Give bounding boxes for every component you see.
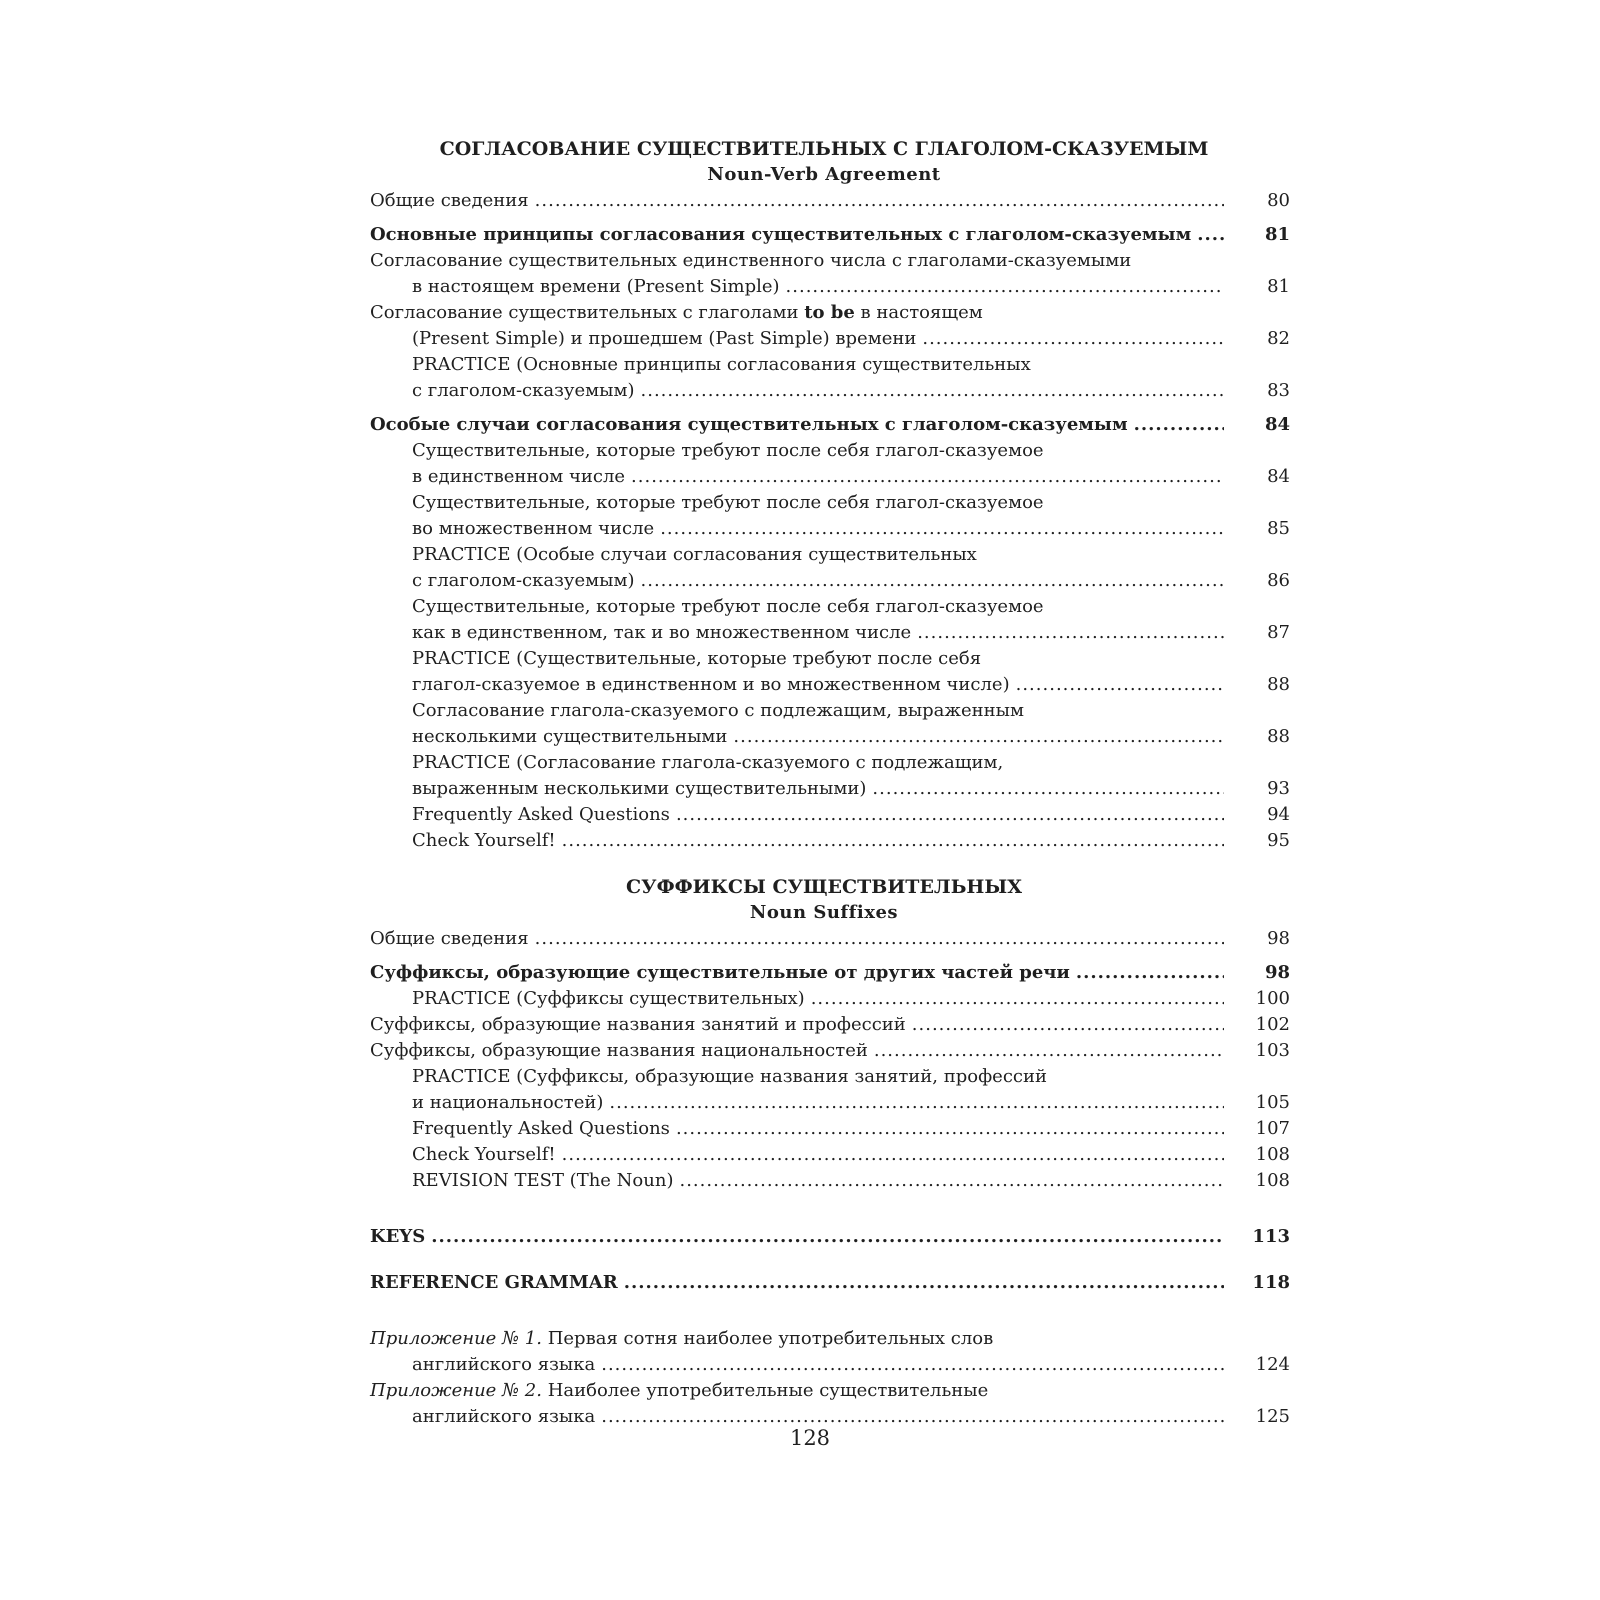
page-ref: 95 bbox=[1267, 830, 1290, 851]
page-ref: 108 bbox=[1255, 1170, 1290, 1191]
dot-leader bbox=[912, 1012, 1224, 1038]
table-of-contents bbox=[370, 136, 1290, 1430]
entry-title: Согласование существительных единственного числа с глаголами-сказуемыми bbox=[370, 250, 1132, 271]
dot-leader bbox=[872, 776, 1224, 802]
toc-entry bbox=[370, 1168, 1290, 1194]
entry-title: Согласование глагола-сказуемого с подлежащим, выраженным bbox=[412, 700, 1024, 721]
page-ref: 81 bbox=[1267, 276, 1290, 297]
toc-entry bbox=[370, 300, 1290, 352]
toc-entry bbox=[370, 802, 1290, 828]
toc-entry bbox=[370, 698, 1290, 750]
page-ref: 113 bbox=[1252, 1226, 1290, 1247]
entry-title: Frequently Asked Questions bbox=[412, 1118, 670, 1139]
toc-entry bbox=[370, 188, 1290, 214]
entry-title-cont: во множественном числе bbox=[412, 518, 655, 539]
entry-title: REFERENCE GRAMMAR bbox=[370, 1272, 618, 1293]
dot-leader bbox=[917, 620, 1224, 646]
page-ref: 98 bbox=[1267, 928, 1290, 949]
entry-title-cont: глагол-сказуемое в единственном и во множественном числе) bbox=[412, 674, 1010, 695]
entry-title: PRACTICE (Согласование глагола-сказуемого с подлежащим, bbox=[412, 752, 1004, 773]
entry-title: Frequently Asked Questions bbox=[412, 804, 670, 825]
toc-entry bbox=[370, 960, 1290, 986]
entry-title: Существительные, которые требуют после себя глагол-сказуемое bbox=[412, 596, 1044, 617]
dot-leader bbox=[786, 274, 1224, 300]
entry-title-cont: несколькими существительными bbox=[412, 726, 728, 747]
toc-entry bbox=[370, 412, 1290, 438]
page-ref: 98 bbox=[1264, 962, 1290, 983]
toc-entry bbox=[370, 594, 1290, 646]
page-number: 128 bbox=[789, 1426, 831, 1450]
entry-title: Приложение № 2. Наиболее употребительные существительные bbox=[370, 1380, 989, 1401]
page-ref: 94 bbox=[1267, 804, 1290, 825]
page-ref: 82 bbox=[1267, 328, 1290, 349]
entry-title: Суффиксы, образующие названия национальностей bbox=[370, 1040, 868, 1061]
toc-entry bbox=[370, 986, 1290, 1012]
entry-title: PRACTICE (Суффиксы существительных) bbox=[412, 988, 805, 1009]
entry-title: Основные принципы согласования существительных с глаголом-сказуемым bbox=[370, 224, 1192, 245]
entry-title: Общие сведения bbox=[370, 928, 529, 949]
dot-leader bbox=[733, 724, 1224, 750]
page-ref: 88 bbox=[1267, 674, 1290, 695]
entry-title: Существительные, которые требуют после себя глагол-сказуемое bbox=[412, 440, 1044, 461]
page-ref: 103 bbox=[1255, 1040, 1290, 1061]
entry-title: Check Yourself! bbox=[412, 830, 556, 851]
page-ref: 102 bbox=[1255, 1014, 1290, 1035]
section-title: СУФФИКСЫ СУЩЕСТВИТЕЛЬНЫХ bbox=[626, 876, 1022, 898]
entry-title-cont: (Present Simple) и прошедшем (Past Simple) времени bbox=[412, 328, 917, 349]
toc-entry bbox=[370, 248, 1290, 300]
page-ref: 87 bbox=[1267, 622, 1290, 643]
dot-leader bbox=[1076, 960, 1224, 986]
page-ref: 125 bbox=[1255, 1406, 1290, 1427]
dot-leader bbox=[676, 802, 1224, 828]
page-ref: 86 bbox=[1267, 570, 1290, 591]
page-ref: 100 bbox=[1255, 988, 1290, 1009]
dot-leader bbox=[1016, 672, 1224, 698]
entry-title-cont: выраженным несколькими существительными) bbox=[412, 778, 867, 799]
entry-title: Особые случаи согласования существительных с глаголом-сказуемым bbox=[370, 414, 1128, 435]
page-ref: 88 bbox=[1267, 726, 1290, 747]
entry-title: PRACTICE (Основные принципы согласования существительных bbox=[412, 354, 1031, 375]
entry-title: Общие сведения bbox=[370, 190, 529, 211]
dot-leader bbox=[676, 1116, 1224, 1142]
toc-entry-keys bbox=[370, 1224, 1290, 1250]
toc-entry bbox=[370, 438, 1290, 490]
page-ref: 80 bbox=[1267, 190, 1290, 211]
toc-entry bbox=[370, 222, 1290, 248]
page-ref: 124 bbox=[1255, 1354, 1290, 1375]
section-title: СОГЛАСОВАНИЕ СУЩЕСТВИТЕЛЬНЫХ С ГЛАГОЛОМ-СКАЗУЕМЫМ bbox=[439, 138, 1209, 160]
entry-title: Суффиксы, образующие существительные от других частей речи bbox=[370, 962, 1070, 983]
page-ref: 118 bbox=[1252, 1272, 1290, 1293]
entry-title-cont: английского языка bbox=[412, 1406, 596, 1427]
entry-title: Check Yourself! bbox=[412, 1144, 556, 1165]
dot-leader bbox=[1134, 412, 1224, 438]
toc-entry bbox=[370, 828, 1290, 854]
dot-leader bbox=[562, 1142, 1224, 1168]
dot-leader bbox=[874, 1038, 1224, 1064]
toc-entry bbox=[370, 1142, 1290, 1168]
dot-leader bbox=[535, 926, 1224, 952]
toc-entry bbox=[370, 750, 1290, 802]
page-ref: 108 bbox=[1255, 1144, 1290, 1165]
entry-title: PRACTICE (Существительные, которые требуют после себя bbox=[412, 648, 982, 669]
dot-leader bbox=[624, 1270, 1224, 1296]
toc-entry bbox=[370, 1116, 1290, 1142]
entry-title: Суффиксы, образующие названия занятий и профессий bbox=[370, 1014, 906, 1035]
entry-title: Приложение № 1. Первая сотня наиболее употребительных слов bbox=[370, 1328, 994, 1349]
page-ref: 93 bbox=[1267, 778, 1290, 799]
page-ref: 84 bbox=[1267, 466, 1290, 487]
dot-leader bbox=[562, 828, 1224, 854]
toc-entry bbox=[370, 1038, 1290, 1064]
dot-leader bbox=[811, 986, 1224, 1012]
entry-title-cont: в настоящем времени (Present Simple) bbox=[412, 276, 780, 297]
page-ref: 85 bbox=[1267, 518, 1290, 539]
entry-title: PRACTICE (Особые случаи согласования существительных bbox=[412, 544, 977, 565]
toc-entry bbox=[370, 1064, 1290, 1116]
entry-title-cont: как в единственном, так и во множественном числе bbox=[412, 622, 912, 643]
page-ref: 84 bbox=[1264, 414, 1290, 435]
dot-leader bbox=[679, 1168, 1224, 1194]
entry-title: KEYS bbox=[370, 1226, 426, 1247]
dot-leader bbox=[660, 516, 1224, 542]
entry-title-cont: с глаголом-сказуемым) bbox=[412, 570, 635, 591]
dot-leader bbox=[609, 1090, 1224, 1116]
toc-entry bbox=[370, 352, 1290, 404]
toc-entry-appendix bbox=[370, 1326, 1290, 1378]
toc-entry bbox=[370, 542, 1290, 594]
entry-title-cont: с глаголом-сказуемым) bbox=[412, 380, 635, 401]
entry-title-cont: английского языка bbox=[412, 1354, 596, 1375]
entry-title-cont: в единственном числе bbox=[412, 466, 626, 487]
section-subtitle: Noun Suffixes bbox=[749, 902, 899, 923]
entry-title-cont: и национальностей) bbox=[412, 1092, 604, 1113]
dot-leader bbox=[601, 1352, 1224, 1378]
toc-entry bbox=[370, 926, 1290, 952]
dot-leader bbox=[641, 378, 1225, 404]
section-subtitle: Noun-Verb Agreement bbox=[707, 164, 941, 185]
entry-title: PRACTICE (Суффиксы, образующие названия занятий, профессий bbox=[412, 1066, 1047, 1087]
entry-title: REVISION TEST (The Noun) bbox=[412, 1170, 674, 1191]
dot-leader bbox=[641, 568, 1225, 594]
dot-leader bbox=[1197, 222, 1224, 248]
page-ref: 105 bbox=[1255, 1092, 1290, 1113]
page-ref: 83 bbox=[1267, 380, 1290, 401]
entry-title: Существительные, которые требуют после себя глагол-сказуемое bbox=[412, 492, 1044, 513]
page-ref: 107 bbox=[1255, 1118, 1290, 1139]
toc-entry bbox=[370, 490, 1290, 542]
dot-leader bbox=[535, 188, 1224, 214]
toc-entry-reference bbox=[370, 1270, 1290, 1296]
toc-entry-appendix bbox=[370, 1378, 1290, 1430]
dot-leader bbox=[922, 326, 1224, 352]
entry-title: Согласование существительных с глаголами to be в настоящем bbox=[370, 302, 983, 323]
page-ref: 81 bbox=[1264, 224, 1290, 245]
dot-leader bbox=[431, 1224, 1224, 1250]
toc-entry bbox=[370, 646, 1290, 698]
dot-leader bbox=[631, 464, 1224, 490]
toc-entry bbox=[370, 1012, 1290, 1038]
